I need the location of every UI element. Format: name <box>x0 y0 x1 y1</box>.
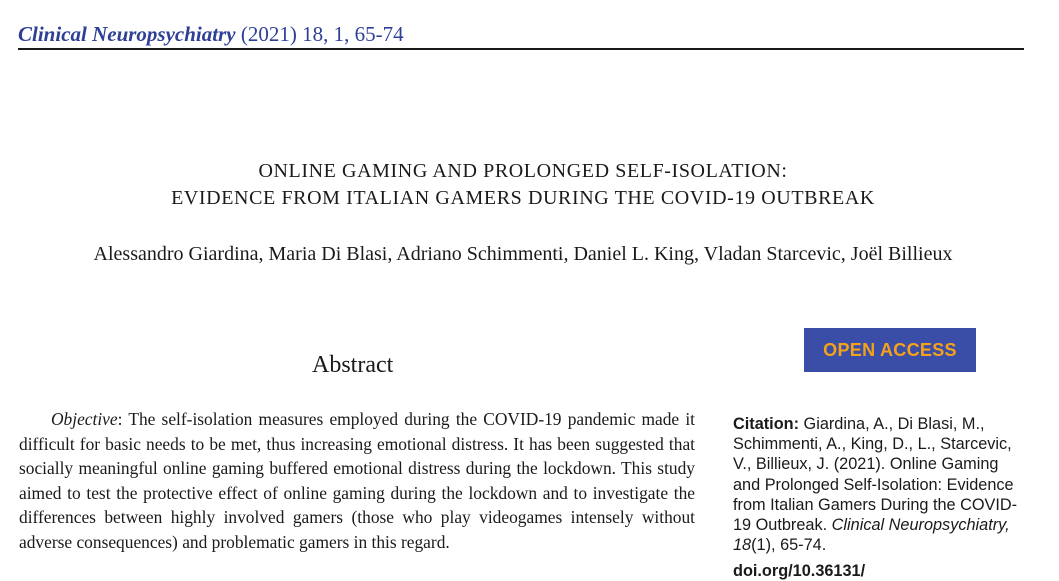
objective-label: Objective <box>51 409 118 429</box>
citation-block <box>733 414 1023 555</box>
journal-header <box>18 20 1024 50</box>
title-line-1: ONLINE GAMING AND PROLONGED SELF-ISOLATION: <box>258 160 788 182</box>
objective-paragraph <box>19 407 695 554</box>
abstract-body <box>19 407 695 554</box>
paper-title <box>0 158 1046 212</box>
citation-label: Citation: <box>733 415 800 433</box>
author-list: Alessandro Giardina, Maria Di Blasi, Adriano Schimmenti, Daniel L. King, Vladan Starcevic, Joël Billieux <box>93 243 953 265</box>
citation-text: Giardina, A., Di Blasi, M., Schimmenti, A., King, D., L., Starcevic, V., Billieux, J. (2021). Online Gaming and Prolonged Self-Isolation: Evidence from Italian Gamers During the COVID-19 Outbreak. <box>733 415 1018 535</box>
issue-info: (2021) 18, 1, 65-74 <box>235 22 404 46</box>
title-line-2: EVIDENCE FROM ITALIAN GAMERS DURING THE COVID-19 OUTBREAK <box>171 187 875 209</box>
objective-text: : The self-isolation measures employed during the COVID-19 pandemic made it difficult for basic needs to be met, thus increasing emotional distress. It has been suggested that socially meaningful online gaming buffered emotional distress during the lockdown. This study aimed to test the protective effect of online gaming during the lockdown and to investigate the differences between highly involved gamers (those who play videogames intensely without adverse consequences) and problematic gamers in this regard. <box>19 409 695 552</box>
journal-name: Clinical Neuropsychiatry <box>18 22 236 46</box>
journal-reference <box>18 22 404 47</box>
doi-link[interactable]: doi.org/10.36131/ <box>733 562 866 580</box>
citation-journal: Clinical Neuropsychiatry, 18 <box>733 516 1010 555</box>
citation-issue: (1), 65-74. <box>751 536 827 555</box>
abstract-heading: Abstract <box>312 352 394 378</box>
open-access-badge[interactable]: OPEN ACCESS <box>804 328 976 372</box>
